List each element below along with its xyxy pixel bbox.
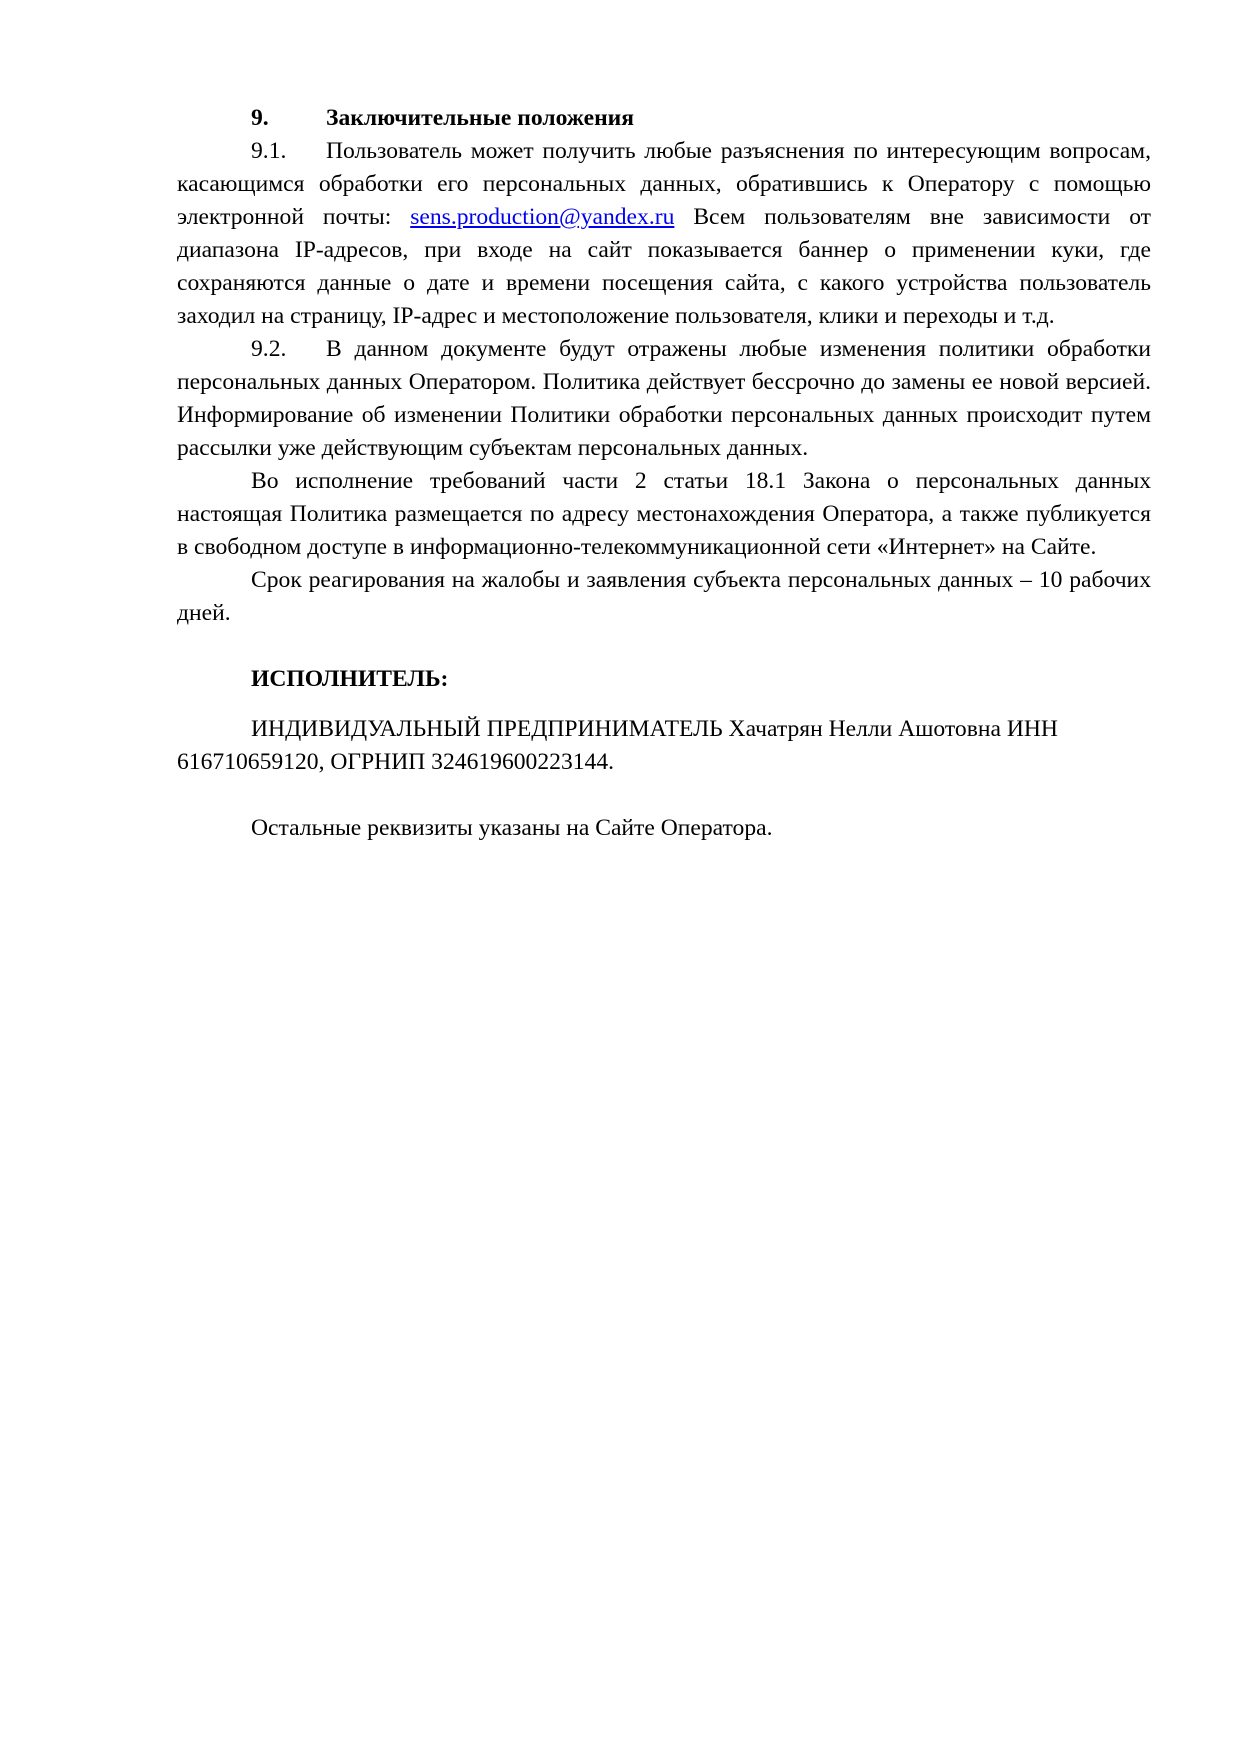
clause-9-1-number: 9.1. bbox=[251, 138, 287, 164]
paragraph-response: Срок реагирования на жалобы и заявления субъекта персональных данных – 10 рабочих дней. bbox=[177, 567, 1151, 626]
clause-9-2-number: 9.2. bbox=[251, 336, 287, 362]
document-page bbox=[177, 102, 1151, 845]
section-heading bbox=[177, 102, 1151, 135]
clause-9-1 bbox=[177, 135, 1151, 333]
section-number: 9. bbox=[251, 105, 269, 131]
section-title: Заключительные положения bbox=[326, 105, 635, 131]
clause-9-2-text: В данном документе будут отражены любые изменения политики обработки персональных данных Оператором. Политика действует бессрочно до замены ее новой версией. Информирование об изменении Политики обработки персональных данных происходит путем рассылки уже действующим субъектам персональных данных. bbox=[177, 336, 1151, 461]
clause-9-2 bbox=[177, 333, 1151, 465]
executor-other-details: Остальные реквизиты указаны на Сайте Оператора. bbox=[251, 815, 773, 841]
clause-9-1-text-before: Пользователь может получить любые разъяснения по интересующим вопросам, касающимся обработки его персональных данных, обратившись к Оператору с помощью электронной почты: bbox=[177, 138, 1151, 230]
paragraph-publication: Во исполнение требований части 2 статьи 18.1 Закона о персональных данных настоящая Политика размещается по адресу местонахождения Оператора, а также публикуется в свободном доступе в информационно-телекоммуникационной сети «Интернет» на Сайте. bbox=[177, 468, 1151, 560]
clause-9-1-text-after: Всем пользователям вне зависимости от диапазона IP-адресов, при входе на сайт показывается баннер о применении куки, где сохраняются данные о дате и времени посещения сайта, с какого устройства пользователь заходил на страницу, IP-адрес и местоположение пользователя, клики и переходы и т.д. bbox=[177, 204, 1151, 329]
email-link[interactable]: sens.production@yandex.ru bbox=[410, 204, 675, 230]
executor-details: ИНДИВИДУАЛЬНЫЙ ПРЕДПРИНИМАТЕЛЬ Хачатрян Нелли Ашотовна ИНН 616710659120, ОГРНИП 324619600223144. bbox=[177, 716, 1058, 775]
executor-title: ИСПОЛНИТЕЛЬ: bbox=[251, 666, 449, 692]
